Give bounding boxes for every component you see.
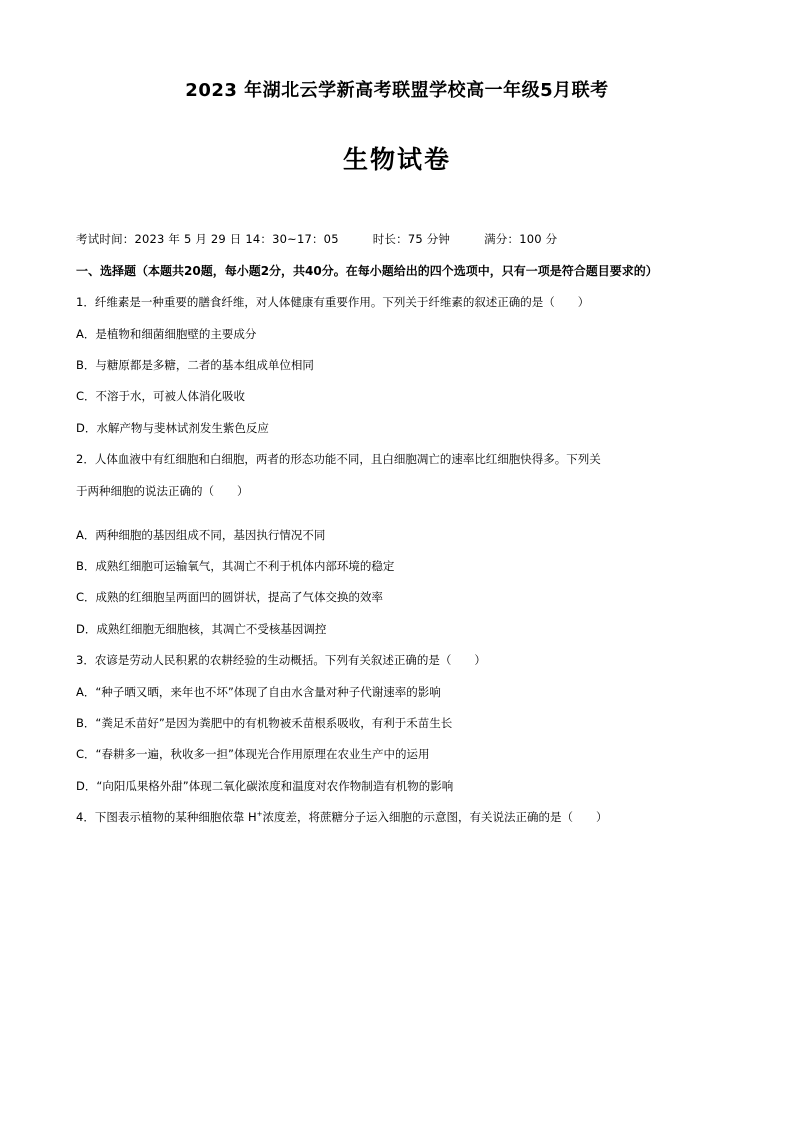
option: B．与糖原都是多糖，二者的基本组成单位相同	[76, 358, 314, 372]
option: C．“春耕多一遍，秋收多一担”体现光合作用原理在农业生产中的运用	[76, 747, 430, 761]
option: C．成熟的红细胞呈两面凹的圆饼状，提高了气体交换的效率	[76, 590, 384, 604]
exam-duration: 时长：75 分钟	[372, 232, 451, 246]
option: B．成熟红细胞可运输氧气，其凋亡不利于机体内部环境的稳定	[76, 559, 395, 573]
exam-title: 2023 年湖北云学新高考联盟学校高一年级5月联考	[185, 80, 609, 101]
option: A．“种子晒又晒，来年也不坏”体现了自由水含量对种子代谢速率的影响	[76, 685, 441, 699]
question-stem-text: 4．下图表示植物的某种细胞依靠 H	[76, 810, 257, 824]
question-stem-text: 浓度差，将蔗糖分子运入细胞的示意图，有关说法正确的是（ ）	[262, 810, 608, 824]
question-stem: 2．人体血液中有红细胞和白细胞，两者的形态功能不同，且白细胞凋亡的速率比红细胞快得多。下列关	[76, 452, 601, 466]
option: A．两种细胞的基因组成不同，基因执行情况不同	[76, 528, 326, 542]
question-stem: 3．农谚是劳动人民积累的农耕经验的生动概括。下列有关叙述正确的是（ ）	[76, 653, 486, 667]
exam-info	[76, 231, 557, 247]
question-stem	[76, 809, 608, 825]
question-stem: 1．纤维素是一种重要的膳食纤维，对人体健康有重要作用。下列关于纤维素的叙述正确的是（ ）	[76, 295, 590, 309]
option: D．成熟红细胞无细胞核，其凋亡不受核基因调控	[76, 622, 327, 636]
option: D．“向阳瓜果格外甜”体现二氧化碳浓度和温度对农作物制造有机物的影响	[76, 779, 454, 793]
option: C．不溶于水，可被人体消化吸收	[76, 389, 246, 403]
exam-full-score: 满分：100 分	[484, 232, 558, 246]
option: A．是植物和细菌细胞壁的主要成分	[76, 327, 257, 341]
exam-time: 考试时间：2023 年 5 月 29 日 14：30~17：05	[76, 232, 339, 246]
question-stem-continued: 于两种细胞的说法正确的（ ）	[76, 484, 249, 498]
option: B．“粪足禾苗好”是因为粪肥中的有机物被禾苗根系吸收，有利于禾苗生长	[76, 716, 453, 730]
superscript-plus: +	[256, 810, 263, 818]
option: D．水解产物与斐林试剂发生紫色反应	[76, 421, 269, 435]
section-heading: 一、选择题（本题共20题，每小题2分，共40分。在每小题给出的四个选项中，只有一项是符合题目要求的）	[76, 264, 658, 278]
subject-title: 生物试卷	[342, 145, 451, 174]
